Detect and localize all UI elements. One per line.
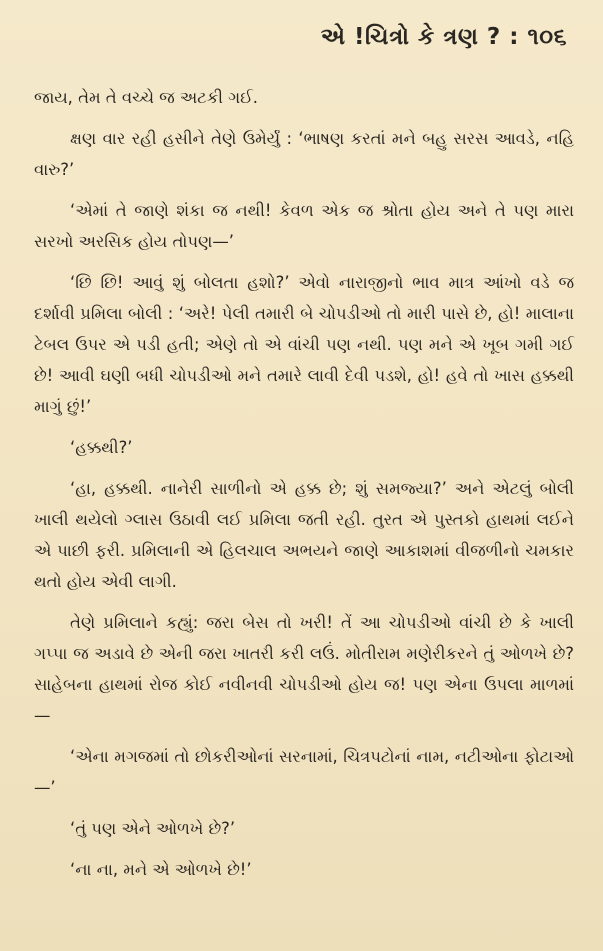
paragraph: ‘હક્કથી?’ — [70, 438, 133, 457]
paragraph: તેણે પ્રમિલાને કહ્યું: જરા બેસ તો ખરી! તેં આ ચોપડીઓ વાંચી છે કે ખાલી ગપ્પા જ અડાવે છે એની જરા ખાતરી કરી લઉં. મોતીરામ મણેરીકરને તું ઓળખે છે? સાહેબના હાથમાં રોજ કોઈ નવીનવી ચોપડીઓ હોય જ! પણ એના ઉપલા માળમાં— — [34, 613, 574, 725]
paragraph: ‘એમાં તે જાણે શંકા જ નથી! કેવળ એક જ શ્રોતા હોય અને તે પણ મારા સરખો અરસિક હોય તોપણ—’ — [34, 201, 574, 251]
paragraph: ‘ના ના, મને એ ઓળખે છે!’ — [70, 860, 252, 879]
body-text — [34, 82, 574, 895]
paragraph: ‘એના મગજમાં તો છોકરીઓનાં સરનામાં, ચિત્રપટોનાં નામ, નટીઓના ફોટાઓ—’ — [34, 747, 574, 797]
paragraph: ‘હા, હક્કથી. નાનેરી સાળીનો એ હક્ક છે; શું સમજ્યા?’ અને એટલું બોલી ખાલી થયેલો ગ્લાસ ઉઠાવી લઈ પ્રમિલા જતી રહી. તુરત એ પુસ્તકો હાથમાં લઈને એ પાછી ફરી. પ્રમિલાની એ હિલચાલ અભયને જાણે આકાશમાં વીજળીનો ચમકાર થતો હોય એવી લાગી. — [34, 479, 574, 591]
running-head: એ !ચિત્રો કે ત્રણ ? : ૧૦૬ — [320, 24, 567, 50]
paragraph: જાય, તેમ તે વચ્ચે જ અટકી ગઈ. — [34, 88, 258, 107]
paragraph: ક્ષણ વાર રહી હસીને તેણે ઉમેર્યું : ‘ભાષણ કરતાં મને બહુ સરસ આવડે, નહિ વારુ?’ — [34, 129, 574, 179]
paragraph: ‘તું પણ એને ઓળખે છે?’ — [70, 819, 236, 838]
paragraph: ‘છિ છિ! આવું શું બોલતા હશો?’ એવો નારાજીનો ભાવ માત્ર આંખો વડે જ દર્શાવી પ્રમિલા બોલી : ‘અરે! પેલી તમારી બે ચોપડીઓ તો મારી પાસે છે, હો! માલાના ટેબલ ઉપર એ પડી હતી; એણે તો એ વાંચી પણ નથી. પણ મને એ ખૂબ ગમી ગઈ છે! આવી ઘણી બધી ચોપડીઓ મને તમારે લાવી દેવી પડશે, હો! હવે તો ખાસ હક્કથી માગું છું!’ — [34, 273, 574, 416]
